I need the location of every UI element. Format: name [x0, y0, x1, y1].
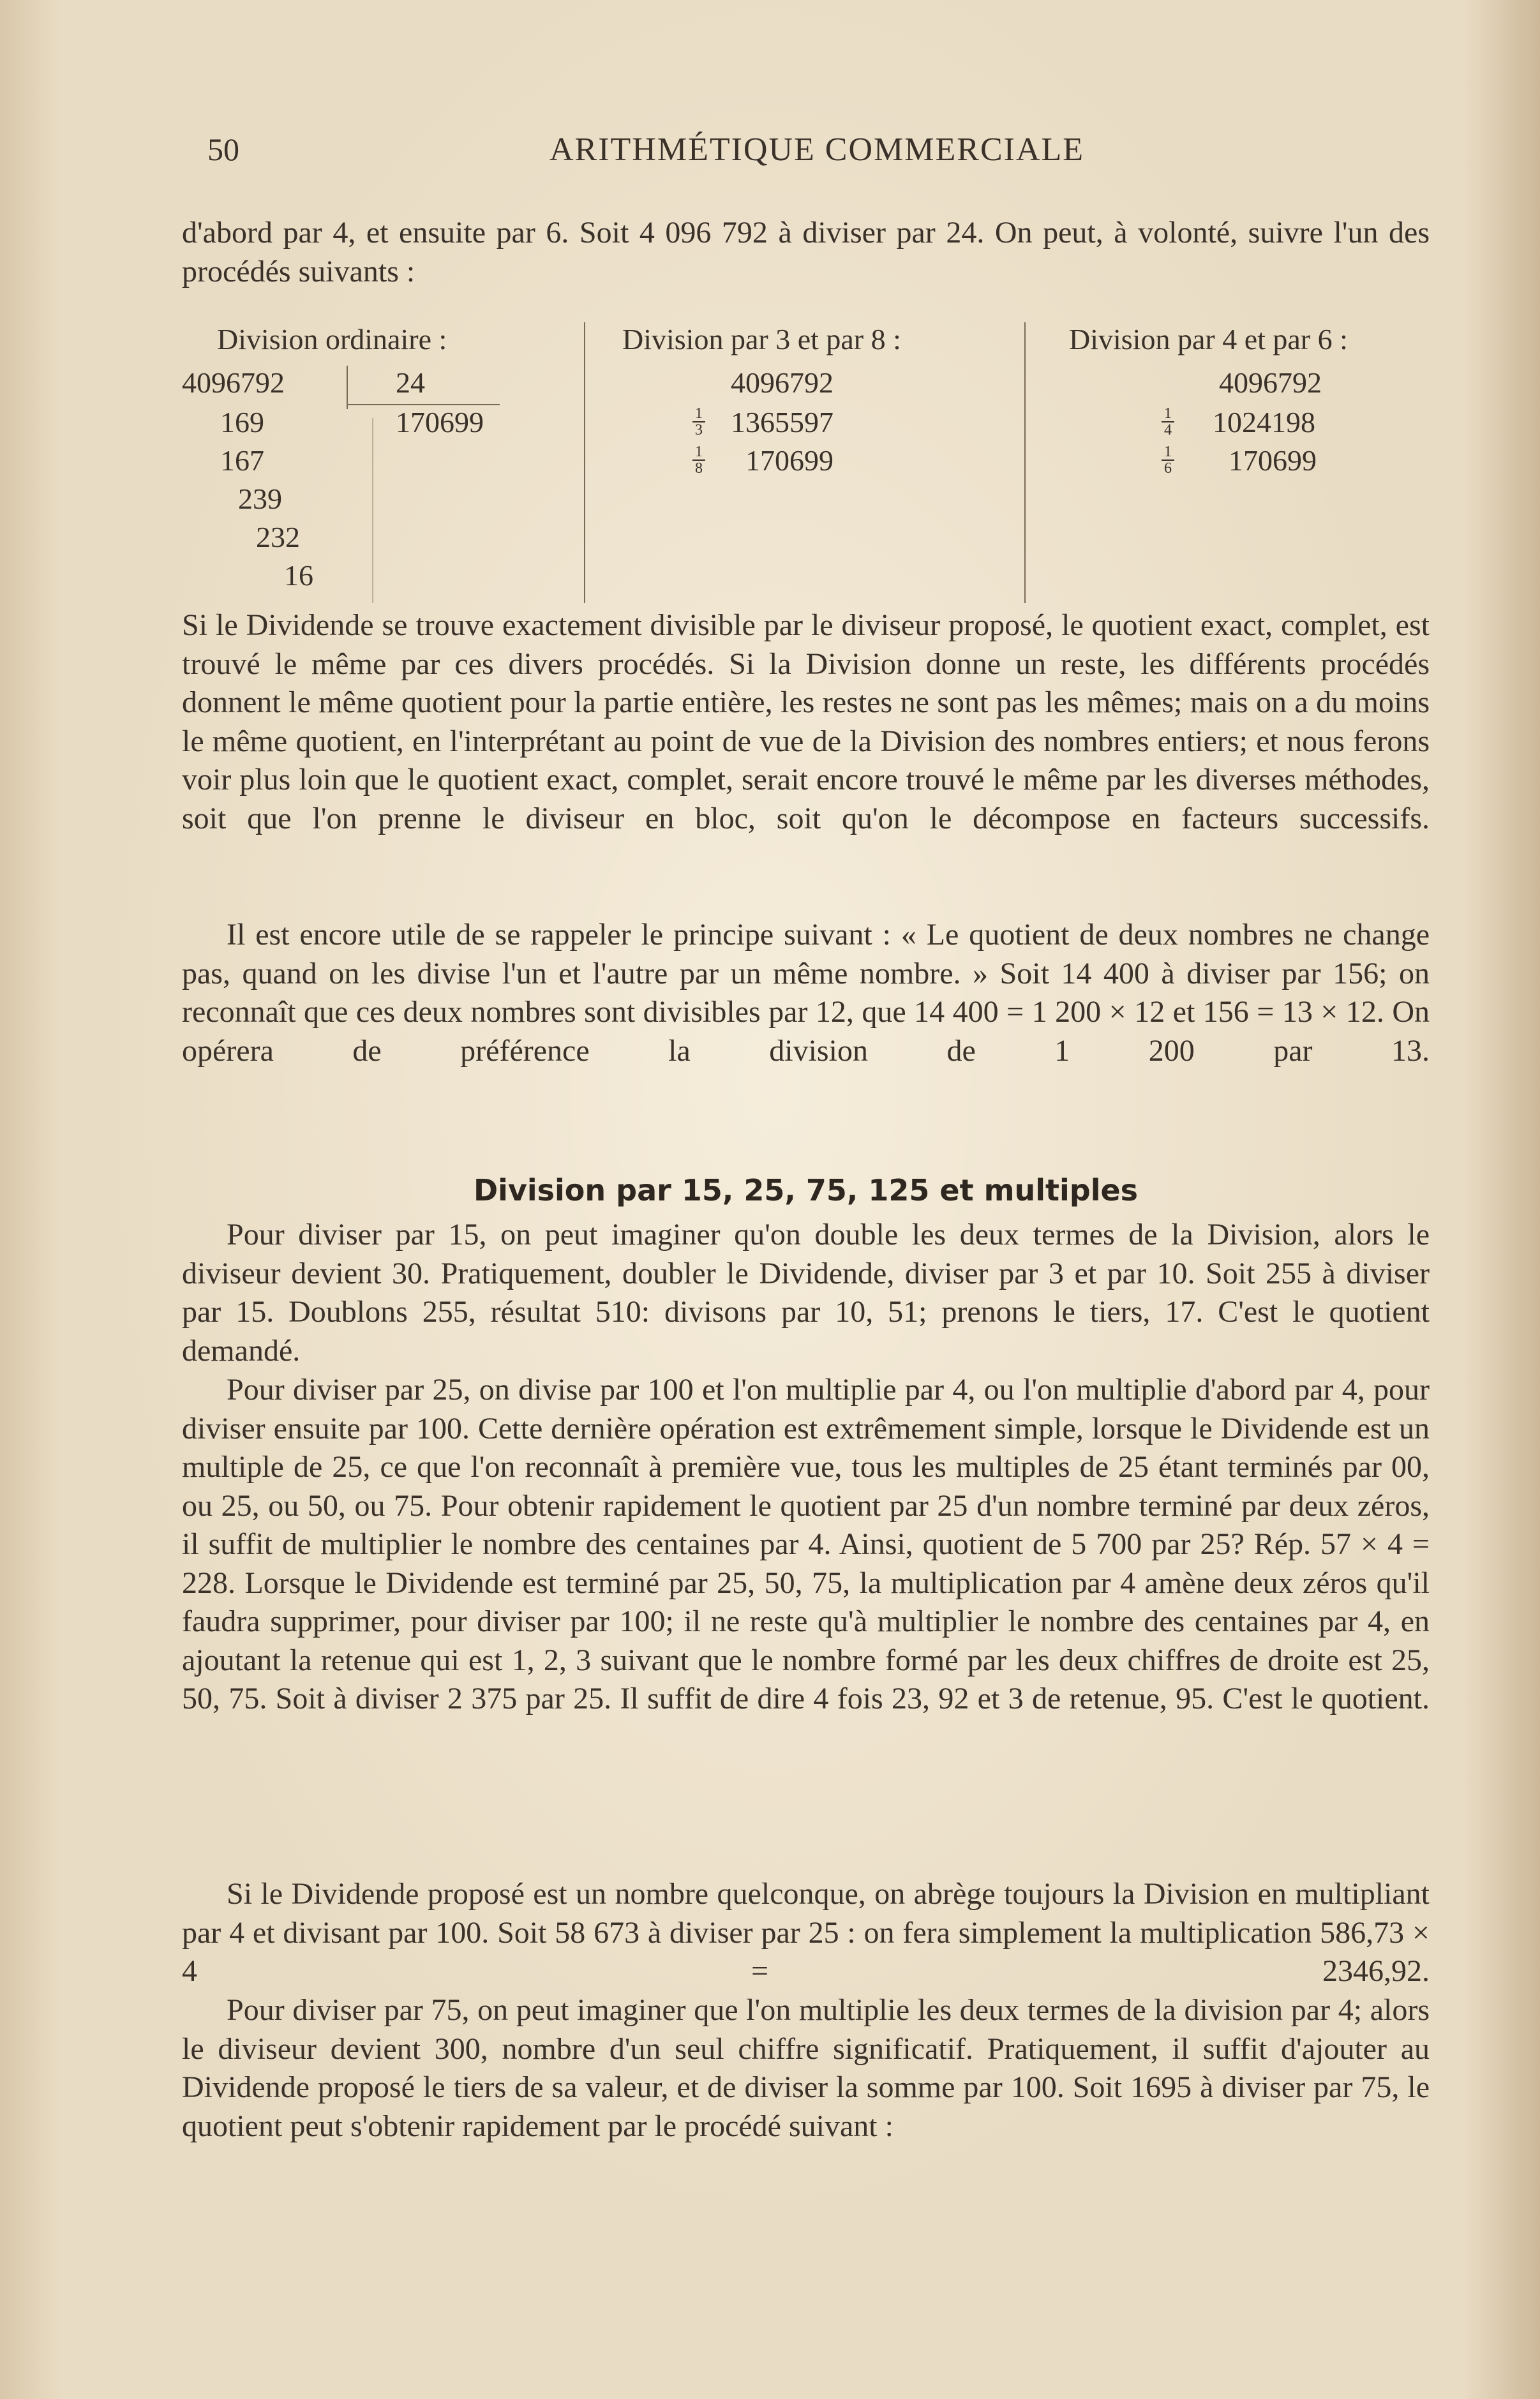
section-paragraph: Pour diviser par 75, on peut imaginer que l'on multiplie les deux termes de la division par 4; alors le diviseur devient 300, nombre d'un seul chiffre significatif. Pratiquement, il suffit d'ajouter au Dividende proposé le tiers de sa valeur, et de diviser la somme par 100. Soit 1695 à diviser par 75, le quotient peut s'obtenir rapidement par le procédé suivant :: [182, 1993, 1430, 2143]
column-divider: [584, 322, 585, 603]
section-paragraph: Si le Dividende proposé est un nombre quelconque, on abrège toujours la Division en multipliant par 4 et divisant par 100. Soit 58 673 à diviser par 25 : on fera simplement la multiplication 586,73 × 4 = 2346,92.: [182, 1877, 1430, 1988]
body-paragraph: Si le Dividende se trouve exactement divisible par le diviseur proposé, le quotient exact, complet, est trouvé le même par ces divers procédés. Si la Division donne un reste, les différents procédés donnent le même quotient pour la partie entière, les restes ne sont pas les mêmes; mais on a du moins le même quotient, en l'interprétant au point de vue de la Division des nombres entiers; et nous ferons voir plus loin que le quotient exact, complet, serait encore trouvé le même par les diverses méthodes, soit que l'on prenne le diviseur en bloc, soit qu'on le décompose en facteurs successifs.: [182, 608, 1430, 835]
column-divider: [1024, 322, 1026, 603]
col2-fraction: 1 8: [692, 445, 705, 475]
col2-value: 4096792: [731, 366, 834, 399]
col1-bracket-vline: [347, 366, 348, 409]
col3-value: 1024198: [1213, 406, 1315, 438]
col1-heading: Division ordinaire :: [217, 323, 447, 355]
col2-value: 170699: [745, 444, 834, 477]
col3-heading: Division par 4 et par 6 :: [1069, 323, 1348, 355]
intro-paragraph: d'abord par 4, et ensuite par 6. Soit 4 096 792 à diviser par 24. On peut, à volonté, suivre l'un des procédés suivants :: [182, 216, 1430, 288]
col1-step: 169: [220, 406, 264, 438]
running-head: [207, 131, 1426, 176]
col1-step: 232: [256, 521, 300, 553]
col3-value: 170699: [1229, 444, 1317, 477]
col1-dividend: 4096792: [182, 366, 285, 399]
running-title: ARITHMÉTIQUE COMMERCIALE: [549, 131, 1085, 168]
col1-quotient: 170699: [396, 406, 484, 438]
col1-faint-line: [372, 418, 373, 603]
section-paragraph: Pour diviser par 15, on peut imaginer qu'on double les deux termes de la Division, alors le diviseur devient 30. Pratiquement, doubler le Dividende, diviser par 3 et par 10. Soit 255 à diviser par 15. Doublons 255, résultat 510: divisons par 10, 51; prenons le tiers, 17. C'est le quotient demandé.: [182, 1218, 1430, 1368]
col2-value: 1365597: [731, 406, 834, 438]
col1-step: 16: [284, 559, 313, 592]
col1-step: 167: [220, 444, 264, 477]
col1-divisor: 24: [396, 366, 425, 399]
col2-fraction: 1 3: [692, 407, 705, 437]
page-number: 50: [207, 131, 239, 167]
section-paragraph: Pour diviser par 25, on divise par 100 et l'on multiplie par 4, ou l'on multiplie d'abord par 4, pour diviser ensuite par 100. Cette dernière opération est extrêmement simple, lorsque le Dividende est un multiple de 25, ce que l'on reconnaît à première vue, tous les multiples de 25 étant terminés par 00, ou 25, ou 50, ou 75. Pour obtenir rapidement le quotient par 25 d'un nombre terminé par deux zéros, il suffit de multiplier le nombre des centaines par 4. Ainsi, quotient de 5 700 par 25? Rép. 57 × 4 = 228. Lorsque le Dividende est terminé par 25, 50, 75, la multiplication par 4 amène deux zéros qu'il faudra supprimer, pour diviser par 100; il ne reste qu'à multiplier le nombre des centaines par 4, en ajoutant la retenue qui est 1, 2, 3 suivant que le nombre formé par les deux chiffres de droite est 25, 50, 75. Soit à diviser 2 375 par 25. Il suffit de dire 4 fois 23, 92 et 3 de retenue, 95. C'est le quotient.: [182, 1373, 1430, 1715]
body-paragraph: Il est encore utile de se rappeler le principe suivant : « Le quotient de deux nombres ne change pas, quand on les divise l'un et l'autre par un même nombre. » Soit 14 400 à diviser par 156; on reconnaît que ces deux nombres sont divisibles par 12, que 14 400 = 1 200 × 12 et 156 = 13 × 12. On opérera de préférence la division de 1 200 par 13.: [182, 918, 1430, 1068]
col3-fraction: 1 6: [1162, 445, 1174, 475]
col2-heading: Division par 3 et par 8 :: [622, 323, 901, 355]
col1-step: 239: [238, 482, 282, 515]
col3-fraction: 1 4: [1162, 407, 1174, 437]
section-heading: Division par 15, 25, 75, 125 et multiples: [473, 1173, 1139, 1207]
col3-value: 4096792: [1219, 366, 1322, 399]
division-table: [182, 322, 1430, 603]
